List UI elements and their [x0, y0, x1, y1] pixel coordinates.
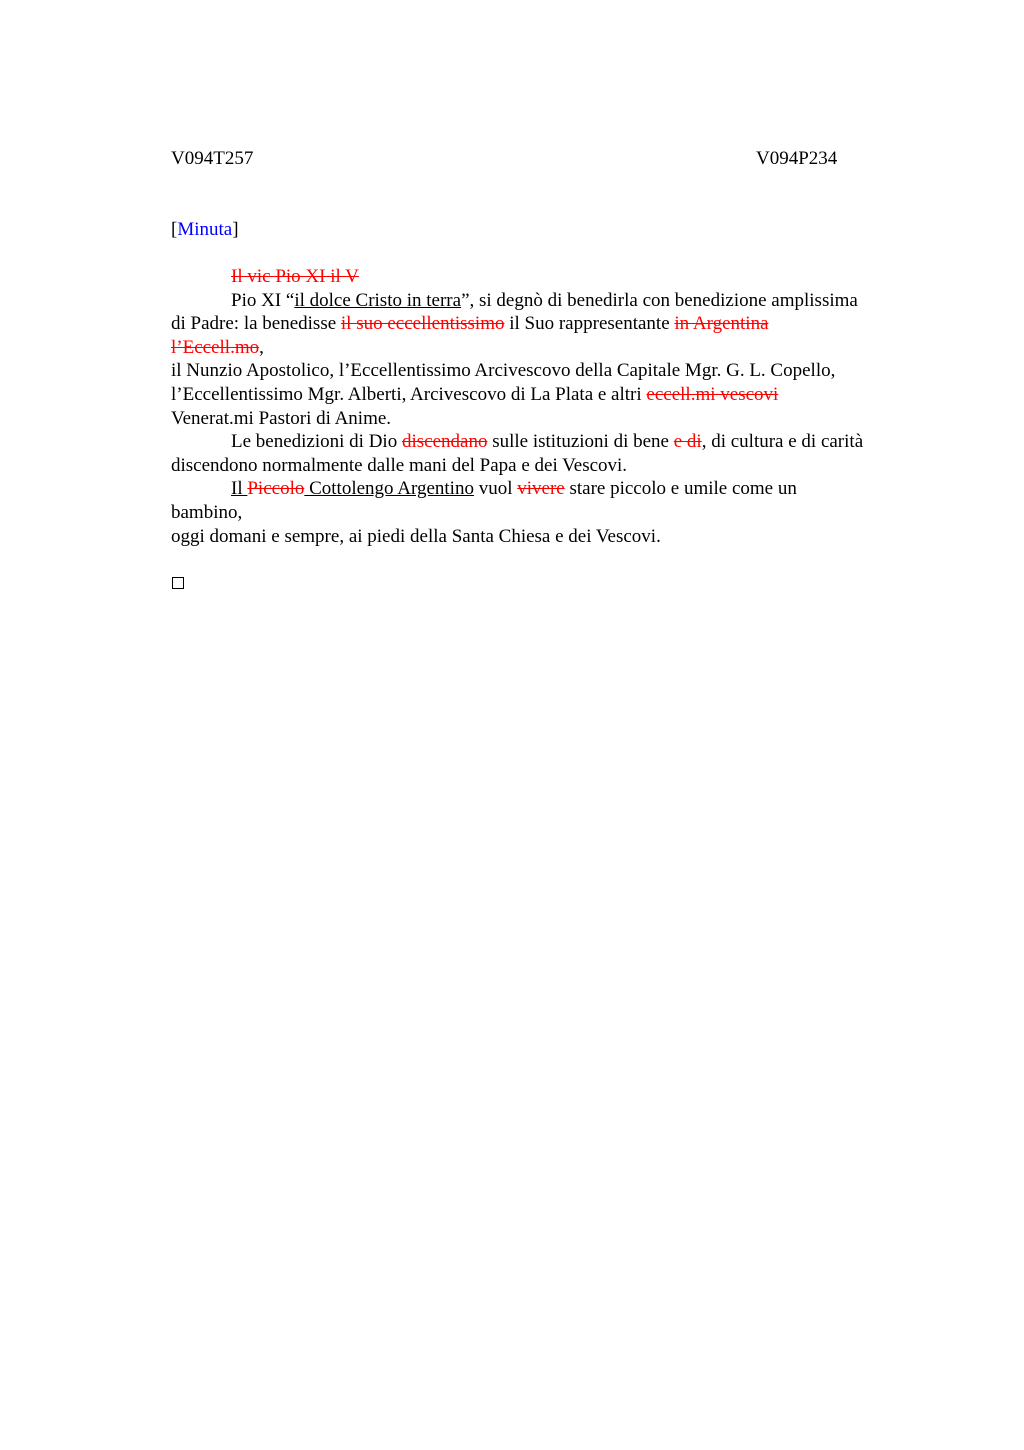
text-run: l’Eccellentissimo Mgr. Alberti, Arcivescovo di La Plata e altri [171, 383, 647, 405]
deleted-text: l’Eccell.mo [171, 336, 260, 358]
label-text: Minuta [177, 219, 233, 240]
text-run: ”, si degnò di benedirla con benedizione amplissima [461, 289, 858, 311]
paragraph-3-line-2: bambino, [171, 501, 243, 523]
paragraph-1-line-2 [171, 312, 931, 336]
deleted-text: il suo eccellentissimo [340, 313, 505, 335]
deleted-text: discendano [401, 431, 488, 453]
deleted-text: vivere [517, 478, 565, 500]
deleted-text: Il vic Pio XI il V [231, 266, 359, 287]
text-run: stare piccolo e umile come un [564, 478, 797, 500]
paragraph-3-line-1 [171, 477, 931, 501]
paragraph-1-line-3 [171, 336, 931, 360]
text-run: Pio XI “ [231, 289, 295, 311]
deleted-opening-line [171, 265, 931, 289]
text-run: vuol [473, 478, 518, 500]
label-open-bracket: [ [171, 219, 178, 240]
paragraph-2-line-1 [171, 430, 931, 454]
underlined-text: il dolce Cristo in terra [294, 289, 462, 311]
document-label [171, 218, 239, 242]
text-run: di Padre: la benedisse [171, 313, 341, 335]
deleted-text: in Argentina [674, 313, 769, 335]
deleted-text: e di [673, 431, 702, 453]
document-code-right: V094P234 [756, 148, 838, 169]
paragraph-1-line-1 [171, 289, 931, 313]
empty-square-icon [172, 577, 184, 589]
paragraph-1-line-5 [171, 383, 931, 407]
paragraph-1-line-6: Venerat.mi Pastori di Anime. [171, 407, 392, 429]
label-close-bracket: ] [232, 219, 239, 240]
text-run: , [259, 336, 264, 358]
text-run: sulle istituzioni di bene [487, 431, 674, 453]
paragraph-3-line-3: oggi domani e sempre, ai piedi della Santa Chiesa e dei Vescovi. [171, 525, 661, 547]
document-code-left: V094T257 [171, 148, 254, 169]
underlined-text: Il [231, 478, 248, 500]
text-run: Le benedizioni di Dio [231, 431, 402, 453]
text-run: il Suo rappresentante [504, 313, 675, 335]
document-body [171, 265, 931, 548]
underlined-text: Cottolengo Argentino [304, 478, 474, 500]
paragraph-1-line-4: il Nunzio Apostolico, l’Eccellentissimo Arcivescovo della Capitale Mgr. G. L. Copello, [171, 360, 836, 382]
deleted-text: eccell.mi vescovi [646, 383, 779, 405]
text-run: , di cultura e di carità [701, 431, 864, 453]
deleted-text: Piccolo [247, 478, 305, 500]
paragraph-2-line-2: discendono normalmente dalle mani del Papa e dei Vescovi. [171, 454, 628, 476]
